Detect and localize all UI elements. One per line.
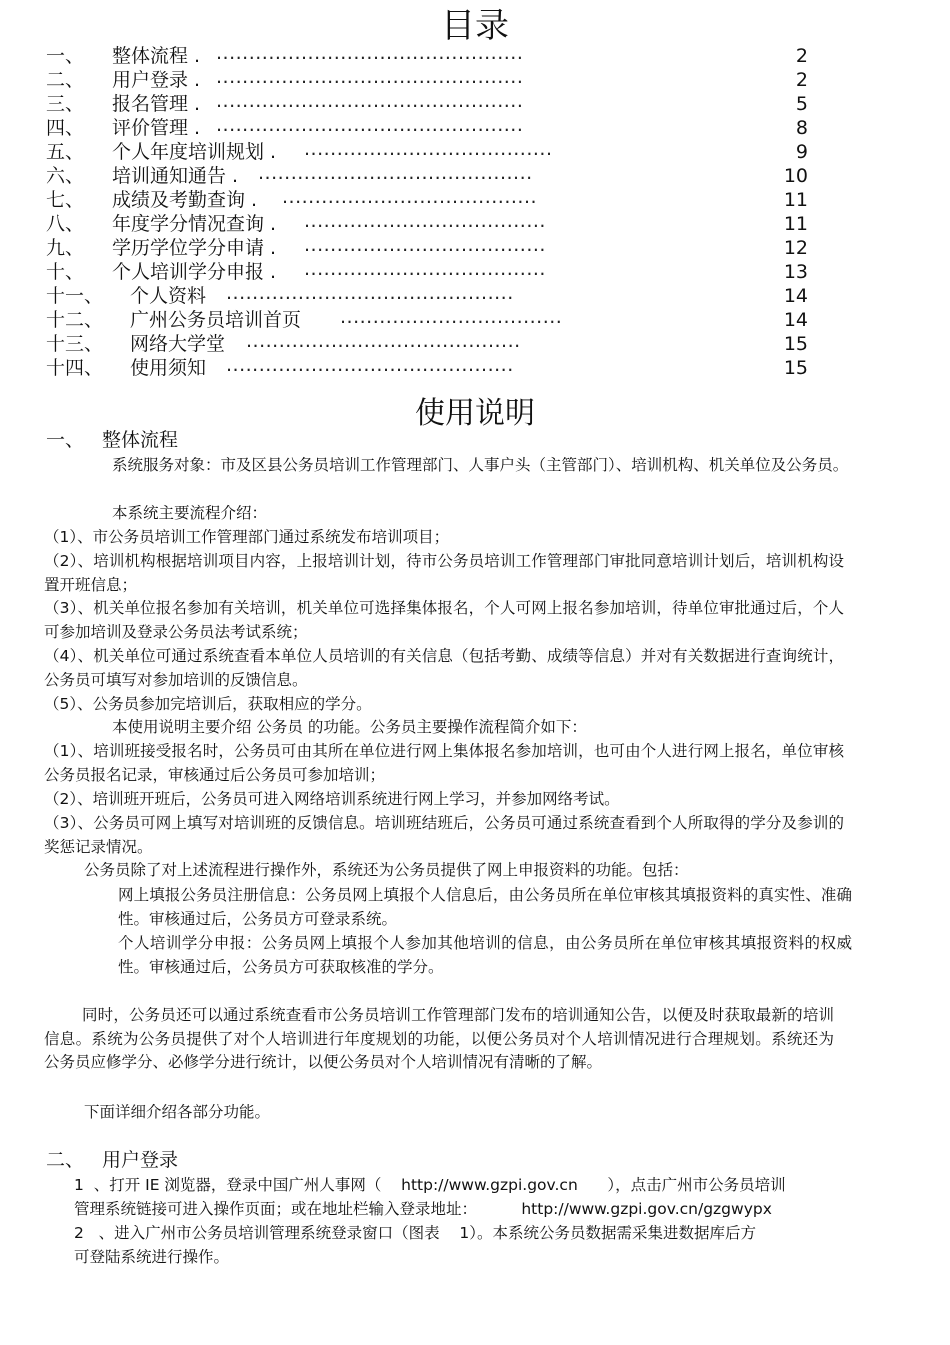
- section-title: 整体流程: [102, 429, 179, 451]
- toc-entry-leader: .....................................: [304, 210, 546, 232]
- toc-entry-leader: ...............................................: [216, 90, 524, 112]
- toc-entry-page: 5: [795, 93, 808, 115]
- toc-entry-label: 年度学分情况查询 .: [112, 213, 277, 235]
- paragraph: 个人培训学分申报：公务员网上填报个人参加其他培训的信息，由公务员所在单位审核其填报资料的权威性。审核通过后，公务员方可获取核准的学分。: [118, 934, 852, 976]
- toc-entry-page: 11: [783, 213, 808, 235]
- toc-entry-label: 评价管理 .: [112, 117, 201, 139]
- paragraph: 本使用说明主要介绍 公务员 的功能。公务员主要操作流程简介如下：: [112, 718, 587, 736]
- toc-entry-label: 成绩及考勤查询 .: [112, 189, 258, 211]
- paragraph: 同时，公务员还可以通过系统查看市公务员培训工作管理部门发布的培训通知公告，以便及时获取最新的培训信息。系统为公务员提供了对个人培训进行年度规划的功能，以便公务员对个人培训情况进行合理规划。系统还为公务员应修学分、必修学分进行统计，以便公务员对个人培训情况有清晰的了解。: [44, 1006, 834, 1071]
- paragraph: 本系统主要流程介绍：: [112, 504, 268, 522]
- toc-entry-page: 2: [795, 45, 808, 67]
- toc-entry-leader: ..........................................: [258, 162, 533, 184]
- toc-entry-number: 一、: [46, 45, 85, 67]
- toc-entry-leader: ............................................: [226, 282, 514, 304]
- paragraph: 可登陆系统进行操作。: [74, 1248, 230, 1266]
- toc-entry-number: 六、: [46, 165, 85, 187]
- table-of-contents: [46, 42, 808, 380]
- paragraph: 公务员除了对上述流程进行操作外，系统还为公务员提供了网上申报资料的功能。包括：: [84, 861, 689, 879]
- toc-entry-label: 个人资料: [130, 285, 207, 307]
- section-heading: [46, 428, 178, 452]
- paragraph: （2）、培训班开班后，公务员可进入网络培训系统进行网上学习，并参加网络考试。: [44, 790, 620, 808]
- toc-entry-page: 10: [783, 165, 808, 187]
- paragraph: 系统服务对象：市及区县公务员培训工作管理部门、人事户头（主管部门）、培训机构、机关单位及公务员。: [112, 456, 849, 474]
- toc-title: 目录: [441, 6, 509, 46]
- toc-entry-page: 9: [795, 141, 808, 163]
- toc-entry-page: 2: [795, 69, 808, 91]
- toc-entry-leader: .....................................: [304, 258, 546, 280]
- section-number: 二、: [46, 1149, 85, 1171]
- paragraph: 管理系统链接可进入操作页面；或在地址栏输入登录地址： http://www.gzpi.gov.cn/gzgwypx: [74, 1200, 772, 1218]
- toc-entry-label: 使用须知: [130, 357, 207, 379]
- toc-entry-label: 用户登录 .: [112, 69, 201, 91]
- section-number: 一、: [46, 429, 85, 451]
- toc-entry-label: 个人年度培训规划 .: [112, 141, 277, 163]
- toc-entry-number: 十四、: [46, 357, 104, 379]
- toc-entry-label: 培训通知通告 .: [112, 165, 239, 187]
- section-title: 用户登录: [102, 1149, 179, 1171]
- toc-entry-leader: ...............................................: [216, 42, 524, 64]
- toc-entry-leader: ..........................................: [246, 330, 521, 352]
- paragraph: （2）、培训机构根据培训项目内容，上报培训计划，待市公务员培训工作管理部门审批同意培训计划后，培训机构设置开班信息；: [44, 552, 844, 594]
- toc-entry-label: 报名管理 .: [112, 93, 201, 115]
- toc-entry-page: 15: [783, 333, 808, 355]
- toc-entry-leader: .......................................: [282, 186, 538, 208]
- toc-entry-page: 14: [783, 285, 808, 307]
- paragraph: （5）、公务员参加完培训后，获取相应的学分。: [44, 695, 372, 713]
- toc-entry-page: 14: [783, 309, 808, 331]
- toc-entry-page: 11: [783, 189, 808, 211]
- toc-entry-leader: ..................................: [340, 306, 563, 328]
- paragraph: （1）、培训班接受报名时，公务员可由其所在单位进行网上集体报名参加培训，也可由个人进行网上报名，单位审核公务员报名记录，审核通过后公务员可参加培训；: [44, 742, 844, 784]
- toc-entry-leader: ...............................................: [216, 114, 524, 136]
- toc-entry-page: 12: [783, 237, 808, 259]
- toc-entry-number: 二、: [46, 69, 85, 91]
- manual-title: 使用说明: [415, 396, 535, 431]
- toc-entry-label: 整体流程 .: [112, 45, 201, 67]
- toc-entry-number: 八、: [46, 213, 85, 235]
- toc-entry-page: 8: [795, 117, 808, 139]
- paragraph: 下面详细介绍各部分功能。: [84, 1103, 271, 1121]
- toc-entry-leader: ......................................: [304, 138, 553, 160]
- toc-entry-label: 广州公务员培训首页: [130, 309, 302, 331]
- toc-entry-label: 个人培训学分申报 .: [112, 261, 277, 283]
- paragraph: 2 、进入广州市公务员培训管理系统登录窗口（图表 1）。本系统公务员数据需采集进数据库后方: [74, 1224, 756, 1242]
- toc-entry-number: 十、: [46, 261, 85, 283]
- paragraph: （1）、市公务员培训工作管理部门通过系统发布培训项目；: [44, 528, 450, 546]
- toc-entry-page: 15: [783, 357, 808, 379]
- toc-entry-leader: .....................................: [304, 234, 546, 256]
- section-heading: [46, 1148, 178, 1172]
- toc-entry-number: 十三、: [46, 333, 104, 355]
- paragraph: 1 、打开 IE 浏览器，登录中国广州人事网（ http://www.gzpi.gov.cn ），点击广州市公务员培训: [74, 1176, 786, 1194]
- toc-entry-number: 七、: [46, 189, 85, 211]
- toc-entry[interactable]: [46, 354, 808, 380]
- toc-entry-label: 网络大学堂: [130, 333, 226, 355]
- toc-entry-page: 13: [783, 261, 808, 283]
- paragraph: （3）、机关单位报名参加有关培训，机关单位可选择集体报名，个人可网上报名参加培训，待单位审批通过后，个人可参加培训及登录公务员法考试系统；: [44, 599, 844, 641]
- toc-entry-leader: ............................................: [226, 354, 514, 376]
- toc-entry-number: 九、: [46, 237, 85, 259]
- toc-entry-number: 四、: [46, 117, 85, 139]
- paragraph: （4）、机关单位可通过系统查看本单位人员培训的有关信息（包括考勤、成绩等信息）并对有关数据进行查询统计，公务员可填写对参加培训的反馈信息。: [44, 647, 844, 689]
- paragraph: （3）、公务员可网上填写对培训班的反馈信息。培训班结班后，公务员可通过系统查看到个人所取得的学分及参训的奖惩记录情况。: [44, 814, 844, 856]
- toc-entry-number: 三、: [46, 93, 85, 115]
- toc-entry-number: 十一、: [46, 285, 104, 307]
- toc-entry-label: 学历学位学分申请 .: [112, 237, 277, 259]
- toc-entry-leader: ...............................................: [216, 66, 524, 88]
- toc-entry-number: 十二、: [46, 309, 104, 331]
- toc-entry-number: 五、: [46, 141, 85, 163]
- paragraph: 网上填报公务员注册信息：公务员网上填报个人信息后，由公务员所在单位审核其填报资料的真实性、准确性。审核通过后，公务员方可登录系统。: [118, 886, 852, 928]
